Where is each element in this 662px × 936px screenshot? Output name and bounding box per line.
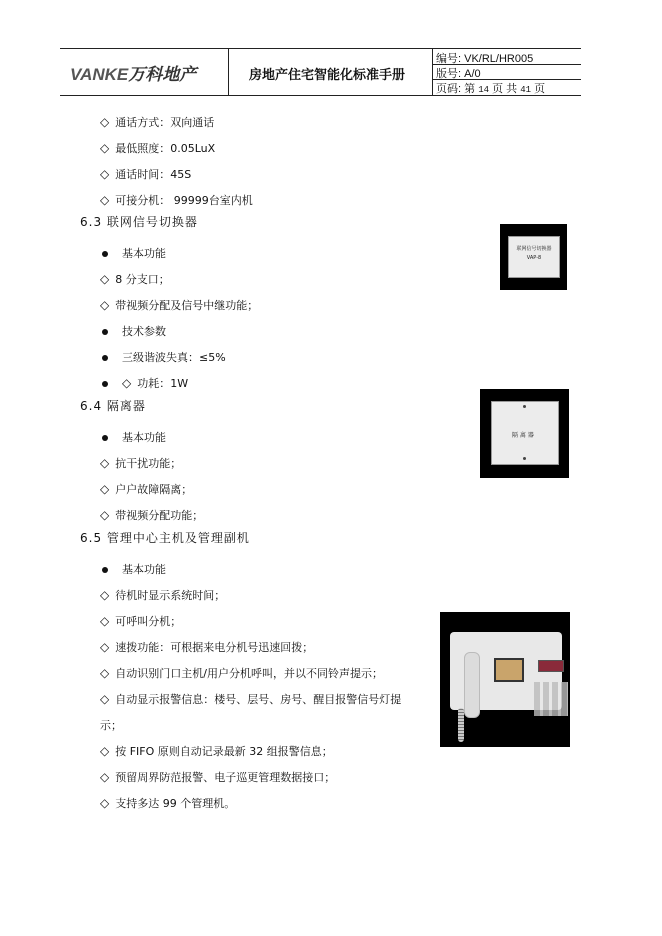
diamond-icon: ◇ — [100, 482, 110, 496]
item-text: 速拨功能：可根据来电分机号迅速回拨； — [115, 641, 314, 654]
page-di: 第 — [464, 83, 476, 95]
management-console-photo — [440, 612, 570, 747]
code-value: VK/RL/HR005 — [464, 53, 534, 65]
spec-text: 通话时间：45S — [115, 168, 192, 181]
list-item — [100, 769, 335, 785]
bullet-icon — [102, 355, 108, 361]
diamond-icon: ◇ — [100, 508, 110, 522]
list-item — [100, 271, 170, 287]
diamond-icon: ◇ — [100, 744, 110, 758]
item-text: 抗干扰功能； — [115, 457, 182, 470]
list-item — [100, 691, 401, 707]
item-text: 带视频分配功能； — [115, 509, 204, 522]
item-text: 带视频分配及信号中继功能； — [115, 299, 259, 312]
section-title-6-4: 6.4 隔离器 — [80, 399, 146, 413]
item-text: 待机时显示系统时间； — [115, 589, 226, 602]
diamond-icon: ◇ — [100, 272, 110, 286]
isolator-label: 隔 离 器 — [512, 432, 534, 439]
diamond-icon: ◇ — [122, 376, 132, 390]
keypad-icon — [534, 682, 568, 716]
item-text: 支持多达 99 个管理机。 — [115, 797, 236, 810]
list-item — [102, 429, 166, 445]
list-item — [100, 639, 313, 655]
diamond-icon: ◇ — [100, 115, 110, 129]
list-item — [100, 166, 191, 182]
list-item — [102, 375, 188, 391]
item-text: 基本功能 — [122, 247, 166, 260]
video-screen — [494, 658, 524, 682]
document-header — [60, 48, 581, 96]
item-text: 基本功能 — [122, 431, 166, 444]
list-item-continued — [100, 717, 122, 733]
bullet-icon — [102, 567, 108, 573]
item-text: 户户故障隔离； — [115, 483, 193, 496]
spec-text: 可接分机： 99999台室内机 — [115, 194, 253, 207]
item-text: 功耗：1W — [137, 377, 189, 390]
logo-cell — [60, 49, 229, 95]
bullet-icon — [102, 251, 108, 257]
console-body — [450, 632, 562, 710]
isolator-panel — [491, 401, 559, 465]
list-item — [100, 587, 225, 603]
document-title: 房地产住宅智能化标准手册 — [249, 68, 406, 83]
switcher-panel — [508, 236, 560, 278]
diamond-icon: ◇ — [100, 796, 110, 810]
page-ye: 页 — [492, 83, 504, 95]
cord-icon — [458, 708, 464, 742]
section-title-6-5: 6.5 管理中心主机及管理副机 — [80, 531, 250, 545]
section-title-6-3: 6.3 联网信号切换器 — [80, 215, 198, 229]
list-item — [102, 349, 226, 365]
list-item — [100, 455, 181, 471]
page-gong: 共 — [506, 83, 518, 95]
item-text: 自动显示报警信息：楼号、层号、房号、醒目报警信号灯提 — [115, 693, 402, 706]
code-row — [436, 50, 533, 66]
page-number: 14 — [478, 85, 489, 95]
list-item — [102, 561, 166, 577]
version-label: 版号: — [436, 68, 462, 80]
version-row — [436, 65, 481, 81]
diamond-icon: ◇ — [100, 167, 110, 181]
handset-icon — [464, 652, 480, 718]
screw-icon — [523, 405, 526, 408]
item-text: 按 FIFO 原则自动记录最新 32 组报警信息； — [115, 745, 333, 758]
item-text: 示； — [100, 719, 122, 732]
logo-cn: 万科地产 — [128, 65, 197, 84]
diamond-icon: ◇ — [100, 588, 110, 602]
list-item — [100, 297, 258, 313]
list-item — [100, 140, 215, 156]
logo-latin: VANKE — [70, 65, 129, 84]
diamond-icon: ◇ — [100, 141, 110, 155]
item-text: 8 分支口； — [115, 273, 170, 286]
spec-text: 最低照度：0.05LuX — [115, 142, 216, 155]
item-text: 可呼叫分机； — [115, 615, 182, 628]
bullet-icon — [102, 435, 108, 441]
isolator-photo — [480, 389, 569, 478]
title-cell — [229, 49, 433, 95]
lcd-display — [538, 660, 564, 672]
switcher-model: VAP-8 — [526, 255, 542, 261]
diamond-icon: ◇ — [100, 666, 110, 680]
diamond-icon: ◇ — [100, 614, 110, 628]
diamond-icon: ◇ — [100, 193, 110, 207]
item-text: 基本功能 — [122, 563, 166, 576]
page-label: 页码: — [436, 83, 462, 95]
item-text: 自动识别门口主机/用户分机呼叫，并以不同铃声提示； — [115, 667, 383, 680]
page-ye2: 页 — [534, 83, 546, 95]
page-row — [436, 80, 545, 96]
list-item — [100, 613, 181, 629]
meta-cell — [433, 49, 581, 95]
diamond-icon: ◇ — [100, 456, 110, 470]
list-item — [100, 481, 192, 497]
diamond-icon: ◇ — [100, 770, 110, 784]
code-label: 编号: — [436, 53, 462, 65]
vanke-logo — [70, 60, 196, 85]
item-text: 技术参数 — [122, 325, 166, 338]
list-item — [100, 743, 333, 759]
diamond-icon: ◇ — [100, 692, 110, 706]
list-item — [100, 507, 203, 523]
list-item — [100, 114, 214, 130]
spec-text: 通话方式：双向通话 — [115, 116, 215, 129]
switcher-photo — [500, 224, 567, 290]
item-text: 三级谐波失真：≤5% — [122, 351, 226, 364]
page-total: 41 — [520, 85, 531, 95]
bullet-icon — [102, 329, 108, 335]
screw-icon — [523, 457, 526, 460]
bullet-icon — [102, 381, 108, 387]
list-item — [102, 245, 166, 261]
diamond-icon: ◇ — [100, 640, 110, 654]
list-item — [100, 192, 253, 208]
list-item — [102, 323, 166, 339]
version-value: A/0 — [464, 68, 481, 80]
item-text: 预留周界防范报警、电子巡更管理数据接口； — [115, 771, 336, 784]
switcher-label: 联网信号切换器 — [516, 246, 552, 252]
diamond-icon: ◇ — [100, 298, 110, 312]
list-item — [100, 665, 383, 681]
list-item — [100, 795, 235, 811]
